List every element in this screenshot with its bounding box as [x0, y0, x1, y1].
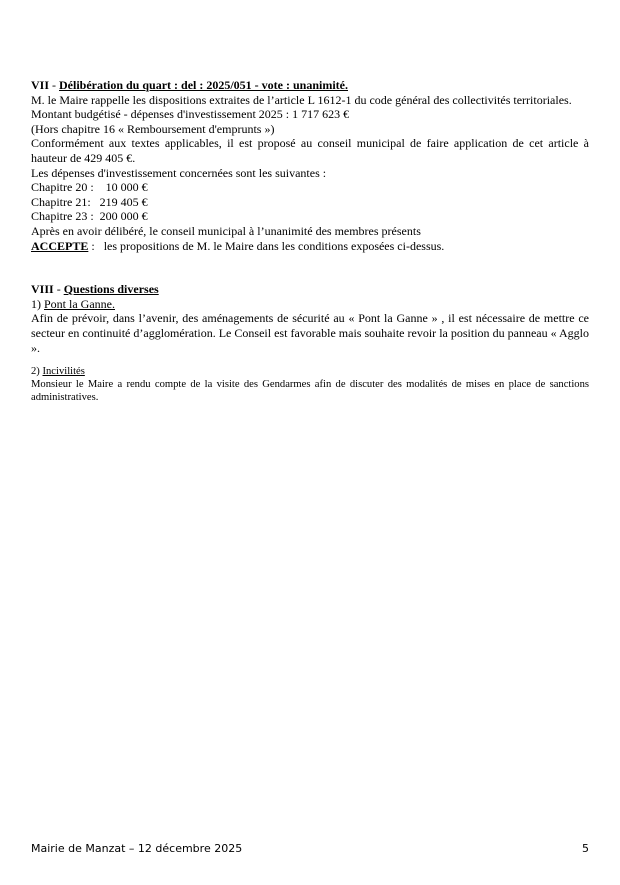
section-7-paragraph-4: Conformément aux textes applicables, il est proposé au conseil municipal de faire application de cet article à hauteur de 429 405 €. — [31, 136, 589, 165]
footer-left-text: Mairie de Manzat – 12 décembre 2025 — [31, 842, 243, 855]
item-1-title: Pont la Ganne. — [44, 296, 115, 311]
section-7-paragraph-2: Montant budgétisé - dépenses d'investissement 2025 : 1 717 623 € — [31, 107, 350, 122]
chapter-line — [31, 195, 589, 210]
item-2-title: Incivilités — [42, 366, 85, 378]
chapter-amount: 219 405 € — [99, 194, 148, 209]
accept-line — [31, 239, 589, 254]
chapter-amount: 10 000 € — [105, 180, 148, 195]
section-7-separator: - — [49, 78, 60, 92]
section-7-paragraph-5: Les dépenses d'investissement concernées sont les suivantes : — [31, 165, 327, 180]
section-7-title: Délibération du quart : del : 2025/051 - vote : unanimité. — [59, 78, 349, 92]
chapter-line — [31, 209, 589, 224]
accept-text: les propositions de M. le Maire dans les conditions exposées ci-dessus. — [103, 238, 445, 253]
section-7-paragraph-6: Après en avoir délibéré, le conseil municipal à l’unanimité des membres présents — [31, 223, 421, 238]
section-8-separator: - — [53, 282, 64, 297]
section-7-paragraph-3: (Hors chapitre 16 « Remboursement d'emprunts ») — [31, 121, 275, 136]
item-1-heading — [31, 297, 589, 312]
item-2-text: Monsieur le Maire a rendu compte de la visite des Gendarmes afin de discuter des modalités de mises en place de sanctions administratives. — [31, 379, 589, 404]
section-7-number: VII — [31, 78, 50, 92]
section-8-number: VIII — [31, 282, 54, 297]
section-8-heading — [31, 282, 589, 297]
chapter-label: Chapitre 23 : — [31, 209, 94, 224]
document-body — [31, 78, 589, 404]
chapter-line — [31, 180, 589, 195]
chapter-label: Chapitre 20 : — [31, 180, 94, 195]
chapter-label: Chapitre 21: — [31, 194, 91, 209]
item-1-number: 1) — [31, 296, 44, 311]
accept-word: ACCEPTE — [31, 238, 89, 253]
item-2-heading — [31, 365, 589, 378]
section-7-heading — [31, 78, 589, 93]
page-number: 5 — [582, 842, 589, 855]
item-1-text: Afin de prévoir, dans l’avenir, des aménagements de sécurité au « Pont la Ganne » , il est nécessaire de mettre ce secteur en continuité d’agglomération. Le Conseil est favorable mais souhaite revoir la position du panneau « Agglo ». — [31, 311, 589, 355]
accept-colon: : — [88, 238, 95, 253]
item-2-number: 2) — [31, 366, 43, 378]
section-7-paragraph-1: M. le Maire rappelle les dispositions extraites de l’article L 1612-1 du code général des collectivités territoriales. — [31, 92, 572, 107]
page-footer — [31, 842, 589, 856]
section-8-title: Questions diverses — [63, 282, 159, 297]
chapter-amount: 200 000 € — [99, 209, 148, 224]
